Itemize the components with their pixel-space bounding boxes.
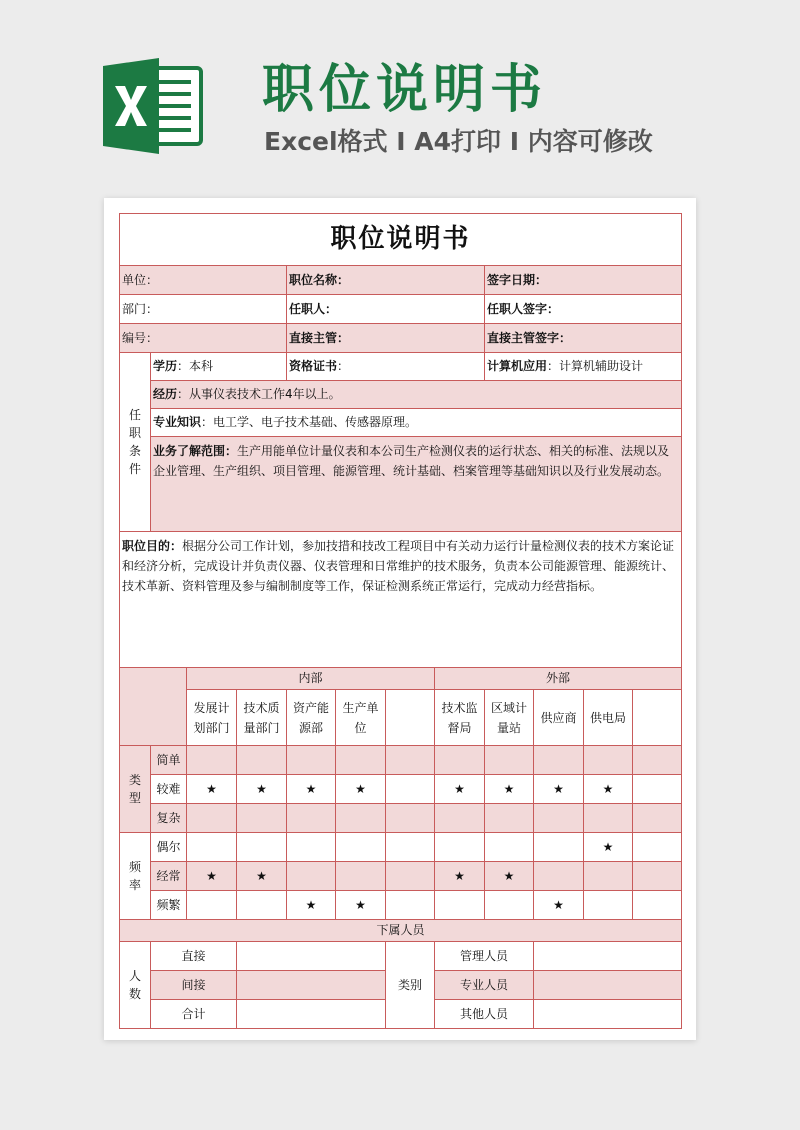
mark-cell[interactable] [485,746,534,775]
contact-row [120,804,682,833]
mark-cell[interactable] [386,804,435,833]
contact-row-label: 简单 [151,746,187,775]
external-col-header: 供应商 [534,690,584,746]
certificate-cell[interactable] [287,353,485,381]
contact-row-label: 复杂 [151,804,187,833]
management-value[interactable] [534,942,682,971]
mark-cell[interactable] [485,804,534,833]
page-header [0,0,800,200]
computer-label: 计算机应用 [487,359,548,373]
category-label: 类别 [386,942,435,1029]
mark-cell[interactable] [386,862,435,891]
contact-row [120,833,682,862]
mark-cell[interactable] [187,746,237,775]
dept-label[interactable]: 部门： [120,295,287,324]
sheet-title: 职位说明书 [120,214,682,266]
job-purpose-cell[interactable] [120,532,682,668]
internal-col-header: 生产单位 [336,690,386,746]
type-group-cell [120,746,151,833]
certificate-value: ： [337,359,350,373]
mark-cell[interactable] [633,775,682,804]
contact-row-label: 经常 [151,862,187,891]
management-label: 管理人员 [435,942,534,971]
business-scope-value: 生产用能单位计量仪表和本公司生产检测仪表的运行状态、相关的标准、法规以及企业管理、生产组织、项目管理、能源管理、统计基础、档案管理等基础知识以及行业发展动态。 [153,444,670,478]
mark-cell[interactable]: ★ [336,775,386,804]
external-col-header [633,690,682,746]
total-value[interactable] [237,1000,386,1029]
qualification-label: 任职条件 [128,408,141,476]
internal-col-header: 资产能源部 [287,690,336,746]
mark-cell[interactable] [237,746,287,775]
job-description-sheet [119,213,682,1029]
mark-cell[interactable] [386,775,435,804]
mark-cell[interactable] [336,804,386,833]
education-label: 学历 [153,359,178,373]
education-value: ：本科 [177,359,214,373]
type-group-label: 类型 [128,773,141,805]
holder-sign-label[interactable]: 任职人签字： [485,295,682,324]
total-label: 合计 [151,1000,237,1029]
mark-cell[interactable] [584,804,633,833]
mark-cell[interactable] [187,804,237,833]
mark-cell[interactable]: ★ [435,862,485,891]
experience-value: ：从事仪表技术工作4年以上。 [177,387,341,401]
mark-cell[interactable] [633,862,682,891]
knowledge-label: 专业知识 [153,415,202,429]
job-purpose-label: 职位目的： [122,539,183,553]
contact-row [120,891,682,920]
mark-cell[interactable] [386,891,435,920]
mark-cell[interactable] [584,862,633,891]
mark-cell[interactable] [386,833,435,862]
indirect-value[interactable] [237,971,386,1000]
mark-cell[interactable] [287,833,336,862]
excel-logo-icon [103,58,203,154]
contacts-corner-cell [120,668,187,746]
mark-cell[interactable]: ★ [534,775,584,804]
job-name-label[interactable]: 职位名称： [287,266,485,295]
business-scope-label: 业务了解范围： [153,444,238,458]
other-staff-label: 其他人员 [435,1000,534,1029]
mark-cell[interactable] [336,862,386,891]
mark-cell[interactable] [435,891,485,920]
supervisor-label[interactable]: 直接主管： [287,324,485,353]
internal-header: 内部 [187,668,435,690]
mark-cell[interactable] [336,746,386,775]
unit-label[interactable]: 单位： [120,266,287,295]
knowledge-cell[interactable] [151,409,682,437]
experience-cell[interactable] [151,381,682,409]
other-staff-value[interactable] [534,1000,682,1029]
contact-row [120,775,682,804]
external-col-header: 区域计量站 [485,690,534,746]
qualification-group-label [120,353,151,532]
mark-cell[interactable] [534,833,584,862]
contact-row [120,862,682,891]
mark-cell[interactable]: ★ [287,891,336,920]
internal-col-header: 技术质量部门 [237,690,287,746]
mark-cell[interactable] [287,862,336,891]
holder-label[interactable]: 任职人： [287,295,485,324]
sign-date-label[interactable]: 签字日期： [485,266,682,295]
job-purpose-value: 根据分公司工作计划，参加技措和技改工程项目中有关动力运行计量检测仪表的技术方案论证和经济分析，完成设计并负责仪器、仪表管理和日常维护的技术服务，负责本公司能源管理、能源统计、技术革新、资料管理及参与编制制度等工作，保证检测系统正常运行，完成动力经营指标。 [122,539,675,593]
supervisor-sign-label[interactable]: 直接主管签字： [485,324,682,353]
mark-cell[interactable]: ★ [237,775,287,804]
page-subtitle: Excel格式 I A4打印 I 内容可修改 [264,127,653,156]
mark-cell[interactable] [435,833,485,862]
subordinates-header: 下属人员 [120,920,682,942]
mark-cell[interactable]: ★ [485,862,534,891]
mark-cell[interactable]: ★ [485,775,534,804]
professional-value[interactable] [534,971,682,1000]
education-cell[interactable] [151,353,287,381]
contact-row-label: 频繁 [151,891,187,920]
mark-cell[interactable] [287,804,336,833]
mark-cell[interactable] [633,804,682,833]
internal-col-header: 发展计划部门 [187,690,237,746]
indirect-label: 间接 [151,971,237,1000]
mark-cell[interactable] [237,833,287,862]
computer-value: ：计算机辅助设计 [547,359,644,373]
number-label[interactable]: 编号： [120,324,287,353]
mark-cell[interactable]: ★ [187,862,237,891]
mark-cell[interactable] [485,891,534,920]
mark-cell[interactable] [237,804,287,833]
contact-row [120,746,682,775]
mark-cell[interactable] [237,891,287,920]
mark-cell[interactable] [435,746,485,775]
mark-cell[interactable]: ★ [237,862,287,891]
mark-cell[interactable] [485,833,534,862]
mark-cell[interactable]: ★ [584,833,633,862]
mark-cell[interactable] [584,891,633,920]
knowledge-value: ：电工学、电子技术基础、传感器原理。 [201,415,418,429]
professional-label: 专业人员 [435,971,534,1000]
headcount-group-cell [120,942,151,1029]
contact-row-label: 偶尔 [151,833,187,862]
mark-cell[interactable] [187,891,237,920]
mark-cell[interactable] [584,746,633,775]
mark-cell[interactable]: ★ [336,891,386,920]
experience-label: 经历 [153,387,178,401]
freq-group-label: 频率 [128,860,141,892]
mark-cell[interactable]: ★ [187,775,237,804]
direct-label: 直接 [151,942,237,971]
internal-col-header [386,690,435,746]
certificate-label: 资格证书 [289,359,338,373]
mark-cell[interactable] [633,891,682,920]
mark-cell[interactable]: ★ [287,775,336,804]
mark-cell[interactable] [287,746,336,775]
business-scope-cell[interactable] [151,437,682,532]
mark-cell[interactable] [633,746,682,775]
mark-cell[interactable] [336,833,386,862]
mark-cell[interactable]: ★ [534,891,584,920]
mark-cell[interactable]: ★ [584,775,633,804]
external-col-header: 供电局 [584,690,633,746]
page-title: 职位说明书 [262,60,548,120]
mark-cell[interactable] [187,833,237,862]
external-col-header: 技术监督局 [435,690,485,746]
mark-cell[interactable] [435,804,485,833]
mark-cell[interactable] [534,746,584,775]
mark-cell[interactable] [386,746,435,775]
direct-value[interactable] [237,942,386,971]
mark-cell[interactable] [534,804,584,833]
computer-cell[interactable] [485,353,682,381]
mark-cell[interactable] [633,833,682,862]
mark-cell[interactable]: ★ [435,775,485,804]
headcount-group-label: 人数 [128,969,141,1001]
external-header: 外部 [435,668,682,690]
freq-group-cell [120,833,151,920]
contact-row-label: 较难 [151,775,187,804]
mark-cell[interactable] [534,862,584,891]
